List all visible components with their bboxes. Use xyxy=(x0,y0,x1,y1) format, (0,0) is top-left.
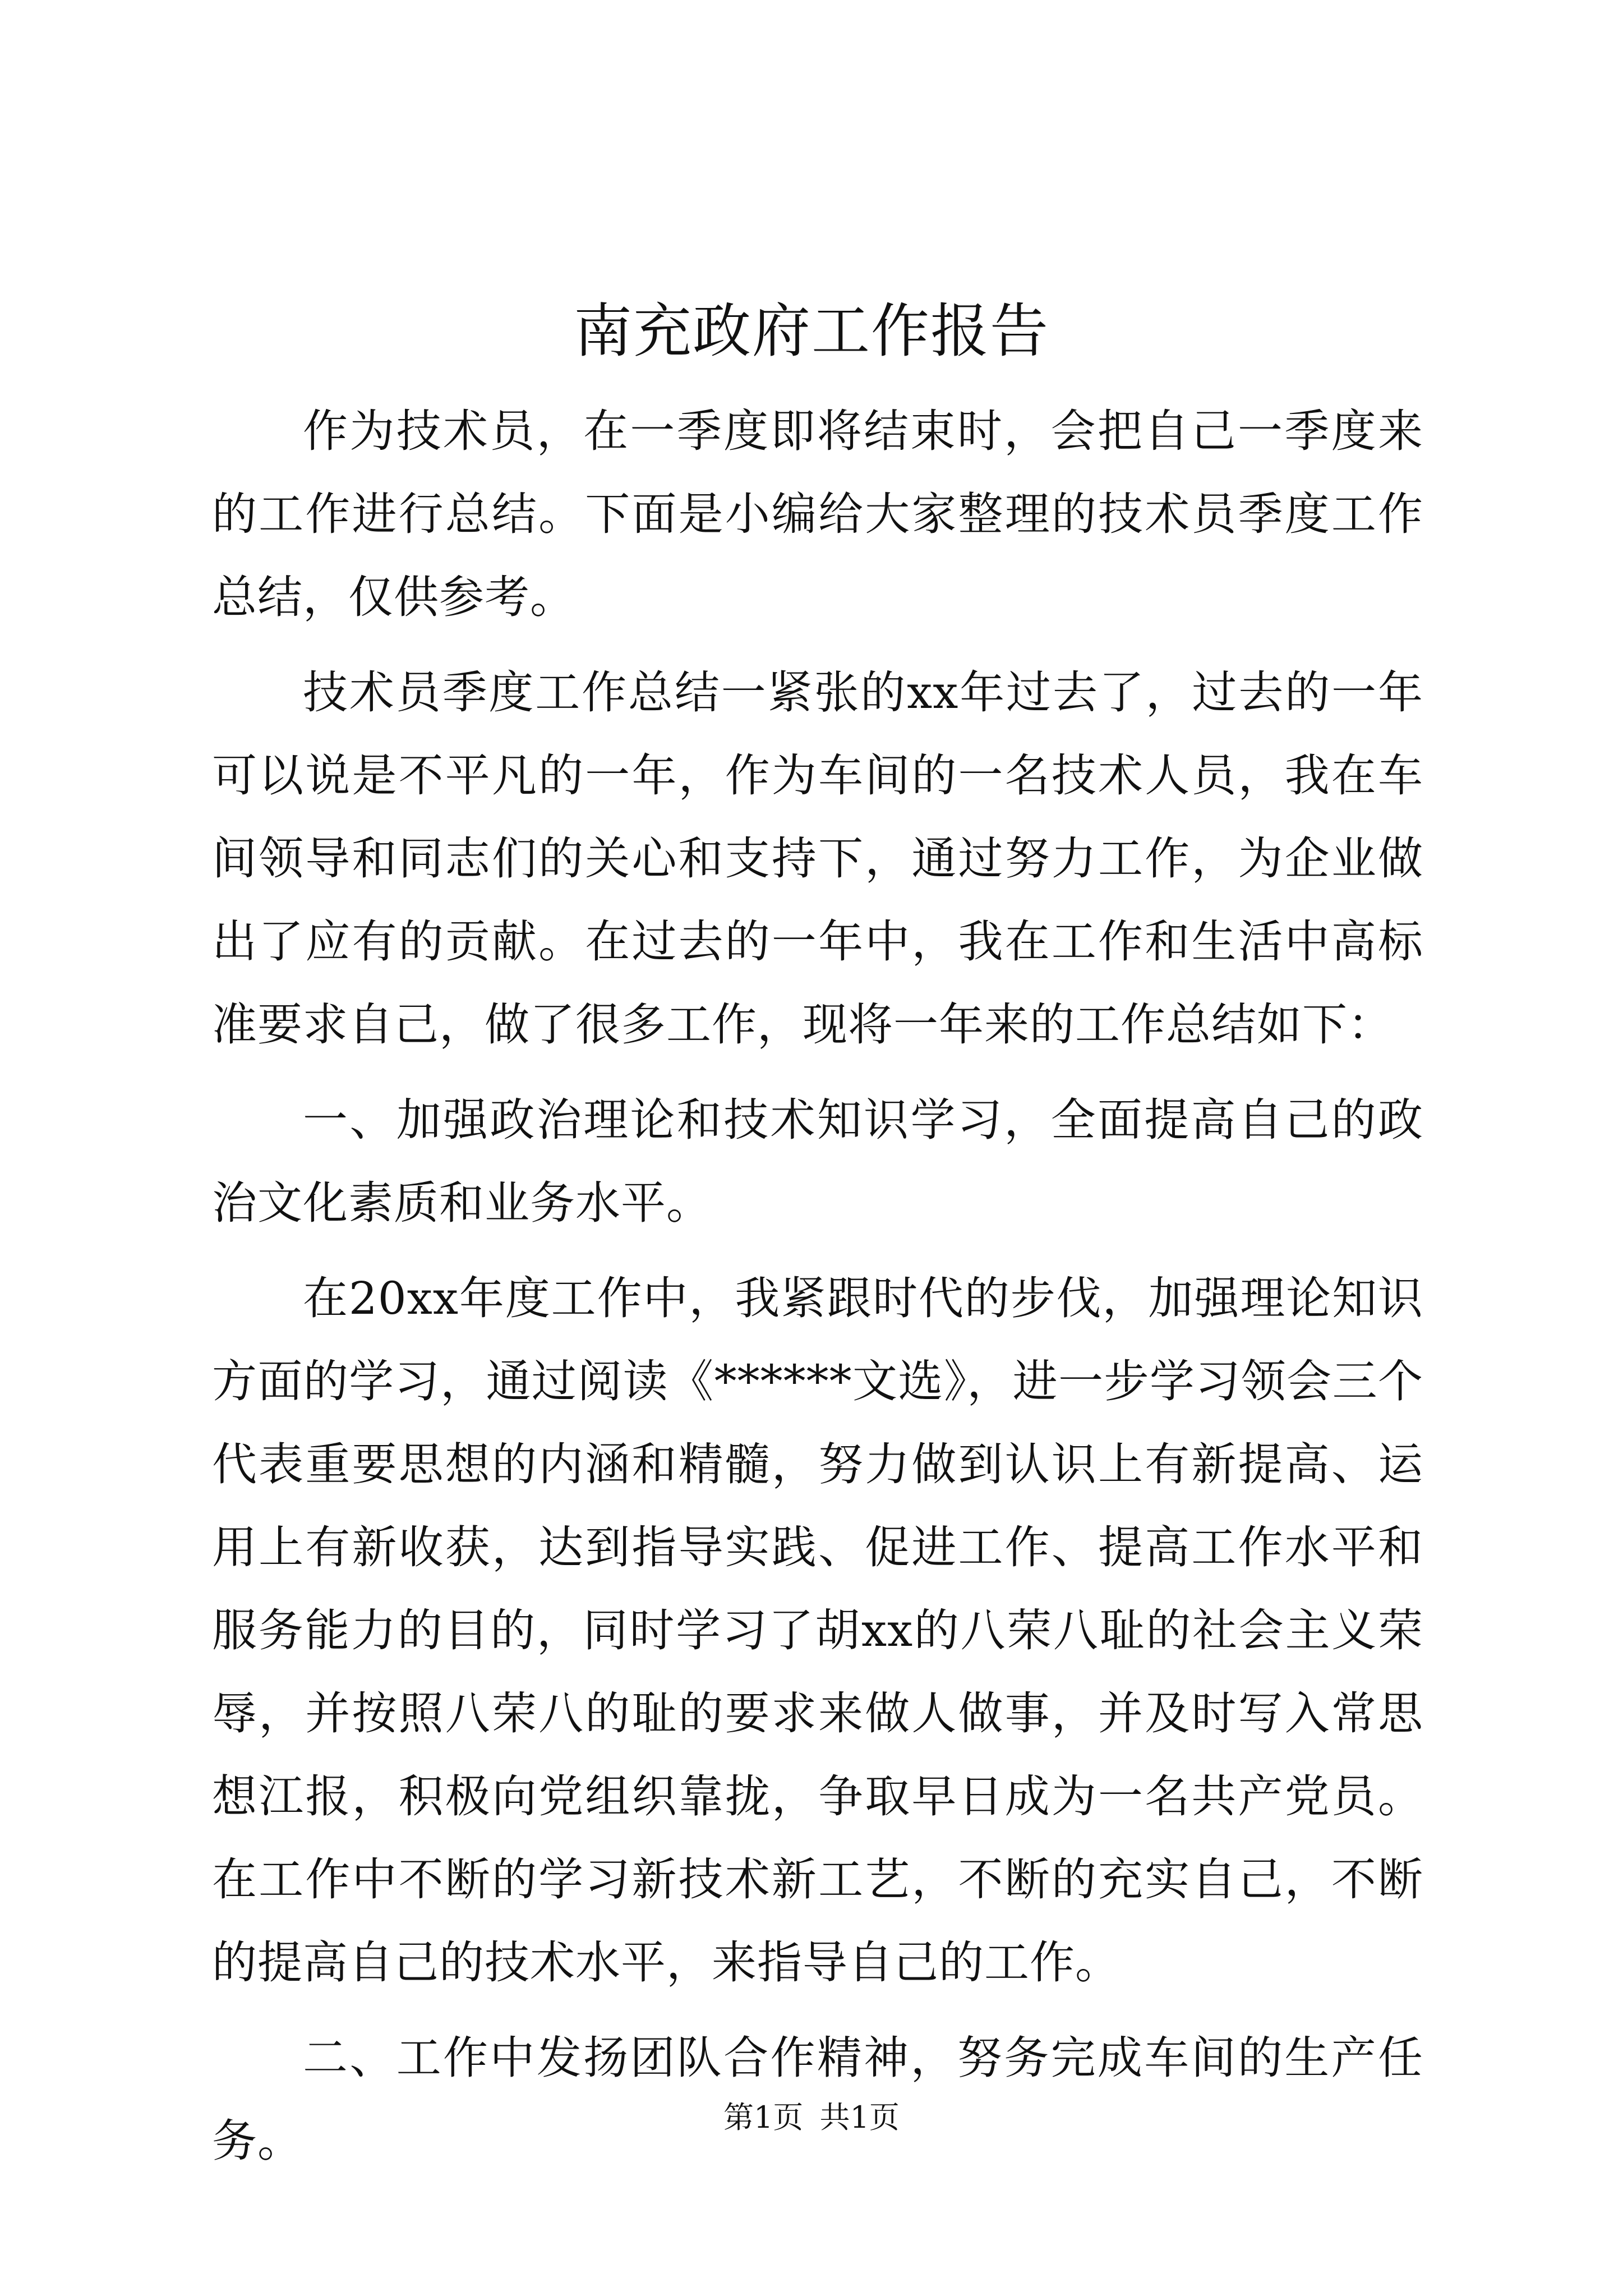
page-footer xyxy=(0,2095,1623,2140)
paragraph-section-1-body: 在20xx年度工作中，我紧跟时代的步伐，加强理论知识方面的学习，通过阅读《******文选》，进一步学习领会三个代表重要思想的内涵和精髓，努力做到认识上有新提高、运用上有新收获，达到指导实践、促进工作、提高工作水平和服务能力的目的，同时学习了胡xx的八荣八耻的社会主义荣辱，并按照八荣八的耻的要求来做人做事，并及时写入常思想江报，积极向党组织靠拢，争取早日成为一名共产党员。在工作中不断的学习新技术新工艺，不断的充实自己，不断的提高自己的技术水平，来指导自己的工作。 xyxy=(212,1272,1423,1989)
document-title: 南充政府工作报告 xyxy=(573,297,1049,365)
paragraph-intro: 作为技术员，在一季度即将结束时，会把自己一季度来的工作进行总结。下面是小编给大家整理的技术员季度工作总结，仅供参考。 xyxy=(212,405,1423,623)
page-total: 共1页 xyxy=(819,2100,900,2135)
paragraph-summary: 技术员季度工作总结一紧张的xx年过去了，过去的一年可以说是不平凡的一年，作为车间的一名技术人员，我在车间领导和同志们的关心和支持下，通过努力工作，为企业做出了应有的贡献。在过去的一年中，我在工作和生活中高标准要求自己，做了很多工作，现将一年来的工作总结如下： xyxy=(212,666,1423,1051)
paragraph-section-2-heading: 二、工作中发扬团队合作精神，努务完成车间的生产任务。 xyxy=(212,2032,1423,2167)
page-number: 第1页 xyxy=(723,2100,804,2135)
document-body xyxy=(212,390,1423,2195)
paragraph-section-1-heading: 一、加强政治理论和技术知识学习，全面提高自己的政治文化素质和业务水平。 xyxy=(212,1094,1423,1229)
